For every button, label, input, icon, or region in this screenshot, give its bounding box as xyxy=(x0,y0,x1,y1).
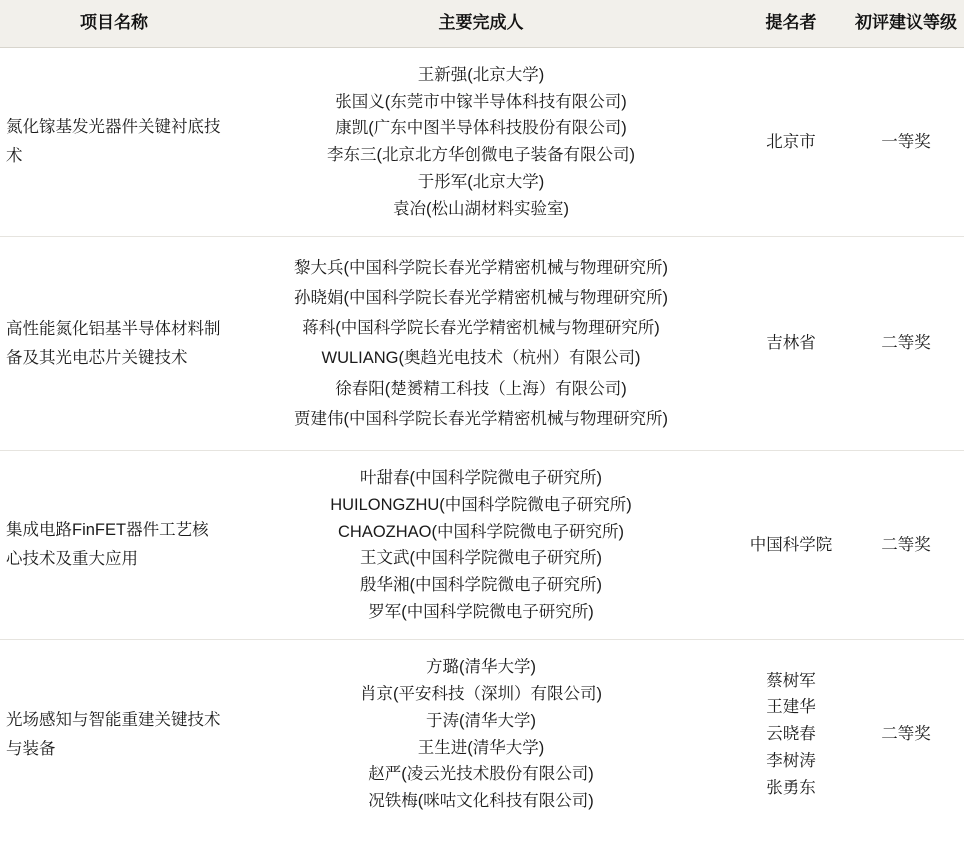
person-entry: 殷华湘(中国科学院微电子研究所) xyxy=(360,575,602,594)
nominator-entry: 张勇东 xyxy=(766,778,816,797)
table-row xyxy=(0,237,964,451)
person-entry: 康凯(广东中图半导体科技股份有限公司) xyxy=(335,119,627,138)
person-entry: CHAOZHAO(中国科学院微电子研究所) xyxy=(338,522,624,541)
award-level: 二等奖 xyxy=(848,237,964,451)
person-entry: 徐春阳(楚赟精工科技（上海）有限公司) xyxy=(335,379,627,398)
person-entry: 黎大兵(中国科学院长春光学精密机械与物理研究所) xyxy=(294,258,668,277)
column-header-level: 初评建议等级 xyxy=(848,0,964,47)
nominator-entry: 中国科学院 xyxy=(749,535,833,554)
award-level: 二等奖 xyxy=(881,725,931,744)
table-header xyxy=(0,0,964,47)
person-entry: 罗军(中国科学院微电子研究所) xyxy=(368,602,594,621)
nominator-entry: 云晓春 xyxy=(766,725,816,744)
table-header-row xyxy=(0,0,964,47)
people-list xyxy=(228,640,734,829)
people-list xyxy=(228,237,734,451)
person-entry: 孙晓娟(中国科学院长春光学精密机械与物理研究所) xyxy=(294,288,668,307)
person-entry: 张国义(东莞市中镓半导体科技有限公司) xyxy=(335,92,627,111)
person-entry: 王新强(北京大学) xyxy=(417,65,545,84)
table-body xyxy=(0,47,964,828)
person-entry: 于涛(清华大学) xyxy=(426,711,536,730)
nominator-list xyxy=(734,451,848,640)
nominator-entry: 王建华 xyxy=(766,698,816,717)
nominator-entry: 李树涛 xyxy=(766,751,816,770)
nominator-entry: 北京市 xyxy=(766,132,816,151)
person-entry: 肖京(平安科技（深圳）有限公司) xyxy=(360,685,602,704)
person-entry: 于彤军(北京大学) xyxy=(417,172,545,191)
nominator-entry: 吉林省 xyxy=(766,334,816,353)
nominator-list xyxy=(734,640,848,829)
column-header-project: 项目名称 xyxy=(0,0,228,47)
person-entry: 贾建伟(中国科学院长春光学精密机械与物理研究所) xyxy=(294,409,668,428)
nominator-list xyxy=(734,237,848,451)
table-row xyxy=(0,640,964,829)
column-header-nominator: 提名者 xyxy=(734,0,848,47)
person-entry: 王生进(清华大学) xyxy=(417,738,545,757)
column-header-people: 主要完成人 xyxy=(228,0,734,47)
person-entry: 王文武(中国科学院微电子研究所) xyxy=(360,549,602,568)
project-name: 光场感知与智能重建关键技术与装备 xyxy=(6,710,221,758)
award-level: 二等奖 xyxy=(848,451,964,640)
person-entry: 蒋科(中国科学院长春光学精密机械与物理研究所) xyxy=(302,319,660,338)
people-list xyxy=(228,47,734,236)
person-entry: 况铁梅(咪咕文化科技有限公司) xyxy=(368,791,594,810)
project-name: 氮化镓基发光器件关键衬底技术 xyxy=(0,47,228,236)
table-row xyxy=(0,47,964,236)
project-name: 高性能氮化铝基半导体材料制备及其光电芯片关键技术 xyxy=(0,237,228,451)
person-entry: WULIANG(奥趋光电技术（杭州）有限公司) xyxy=(321,349,641,368)
person-entry: 方璐(清华大学) xyxy=(426,658,536,677)
table-row xyxy=(0,451,964,640)
person-entry: 袁冶(松山湖材料实验室) xyxy=(393,199,569,218)
people-list xyxy=(228,451,734,640)
person-entry: HUILONGZHU(中国科学院微电子研究所) xyxy=(330,495,632,514)
person-entry: 李东三(北京北方华创微电子装备有限公司) xyxy=(327,146,635,165)
award-level: 一等奖 xyxy=(848,47,964,236)
nominator-entry: 蔡树军 xyxy=(766,671,816,690)
person-entry: 赵严(凌云光技术股份有限公司) xyxy=(368,765,594,784)
nominator-list xyxy=(734,47,848,236)
project-name: 集成电路FinFET器件工艺核心技术及重大应用 xyxy=(0,451,228,640)
person-entry: 叶甜春(中国科学院微电子研究所) xyxy=(360,469,602,488)
